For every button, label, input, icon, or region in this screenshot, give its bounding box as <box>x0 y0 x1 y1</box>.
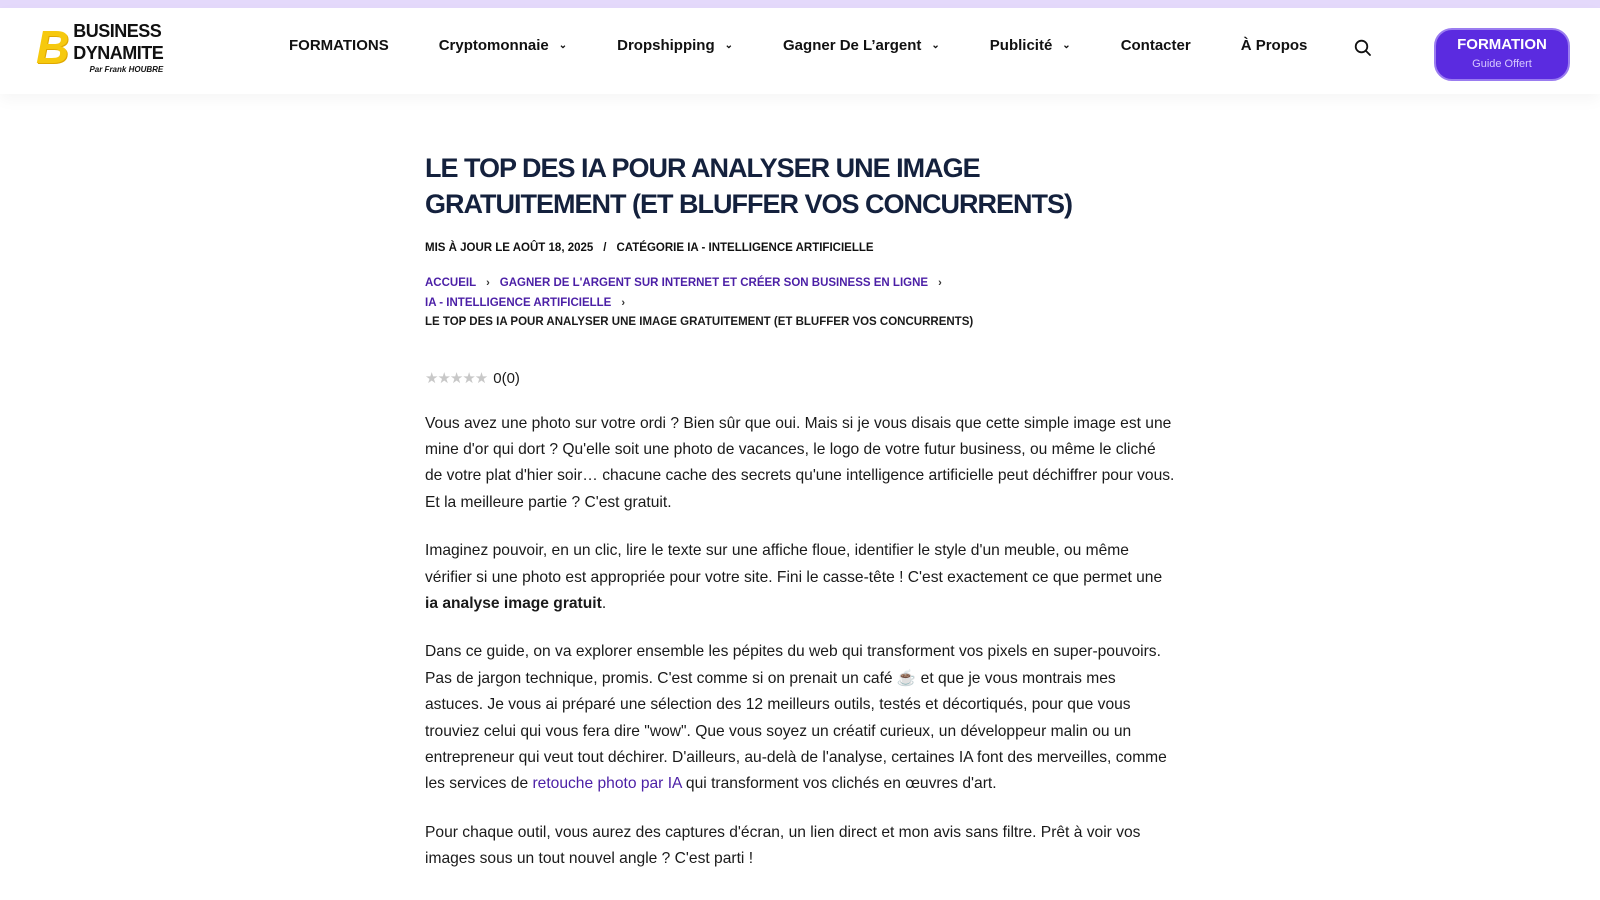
logo-line-2: DYNAMITE <box>73 43 164 63</box>
retouche-photo-link[interactable]: retouche photo par IA <box>532 775 682 793</box>
chevron-right-icon: › <box>938 277 942 289</box>
nav-label: À Propos <box>1240 37 1308 54</box>
page-title: LE TOP DES IA POUR ANALYSER UNE IMAGE GRATUITEMENT (ET BLUFFER VOS CONCURRENTS) <box>425 153 1072 219</box>
nav-contacter[interactable] <box>1121 37 1191 54</box>
breadcrumb-gagner-argent[interactable]: GAGNER DE L'ARGENT SUR INTERNET ET CRÉER SON BUSINESS EN LIGNE <box>499 277 929 289</box>
logo-byline: Par Frank HOUBRE <box>89 65 164 74</box>
chevron-down-icon: ⌄ <box>724 40 734 51</box>
nav-label: Dropshipping <box>617 37 715 54</box>
nav-a-propos[interactable] <box>1241 37 1308 54</box>
updated-date: MIS À JOUR LE AOÛT 18, 2025 <box>425 242 594 254</box>
cta-subtitle: Guide Offert <box>1472 58 1532 70</box>
main-nav <box>289 37 1307 54</box>
cta-title: FORMATION <box>1457 36 1547 53</box>
article <box>425 150 1175 873</box>
chevron-right-icon: › <box>486 277 490 289</box>
site-logo[interactable] <box>36 20 163 75</box>
text: qui transforment vos clichés en œuvres d'art. <box>681 775 997 793</box>
star-rating[interactable] <box>425 369 1175 389</box>
nav-label: Contacter <box>1120 37 1191 54</box>
nav-dropshipping[interactable] <box>617 37 733 54</box>
search-icon[interactable] <box>1354 39 1372 57</box>
formation-cta-button[interactable] <box>1434 28 1570 81</box>
breadcrumb-accueil[interactable]: ACCUEIL <box>425 277 477 289</box>
nav-label: Gagner De L’argent <box>783 37 922 54</box>
chevron-down-icon: ⌄ <box>931 40 940 51</box>
site-header <box>0 8 1600 94</box>
breadcrumb-ia[interactable]: IA - INTELLIGENCE ARTIFICIELLE <box>425 296 612 309</box>
nav-cryptomonnaie[interactable] <box>439 37 567 54</box>
nav-gagner-argent[interactable] <box>783 37 940 54</box>
bold-keyword: ia analyse image gratuit <box>425 594 602 612</box>
paragraph-4: Pour chaque outil, vous aurez des captures d'écran, un lien direct et mon avis sans filtre. Prêt à voir vos images sous un tout nouvel angle ? C'est parti ! <box>425 823 1141 868</box>
meta-separator: / <box>603 242 607 254</box>
rating-count: 0(0) <box>493 369 520 387</box>
nav-formations[interactable] <box>289 37 389 54</box>
nav-publicite[interactable] <box>990 37 1071 54</box>
text: . <box>601 594 607 612</box>
text: Dans ce guide, on va explorer ensemble les pépites du web qui transforment vos pixels en super-pouvoirs. Pas de jargon technique, promis. C'est comme si on prenait un café ☕ et que je vous montrais mes astuces. Je vous ai préparé une sélection des 12 meilleurs outils, testés et décortiqués, pour que vous trouviez celui qui vous fera dire "wow". Que vous soyez un créatif curieux, un développeur malin ou un entrepreneur qui veut tout déchirer. D'ailleurs, au-delà de l'analyse, certaines IA font des merveilles, comme les services de <box>425 643 1167 793</box>
paragraph-3 <box>425 639 1175 797</box>
top-accent-bar <box>0 0 1600 8</box>
nav-label: FORMATIONS <box>289 37 389 54</box>
logo-line-1: BUSINESS <box>73 21 162 41</box>
nav-label: Publicité <box>989 37 1053 54</box>
chevron-right-icon: › <box>621 296 626 309</box>
nav-label: Cryptomonnaie <box>438 37 549 54</box>
text: Imaginez pouvoir, en un clic, lire le texte sur une affiche floue, identifier le style d'un meuble, ou même vérifier si une photo est appropriée pour votre site. Fini le casse-tête ! C'est exactement ce que permet une <box>425 542 1163 586</box>
article-meta-row <box>425 240 1175 256</box>
chevron-down-icon: ⌄ <box>558 40 568 51</box>
paragraph-2 <box>425 538 1175 617</box>
logo-mark: B <box>36 21 70 73</box>
stars-icon[interactable]: ★★★★★ <box>425 369 488 387</box>
paragraph-intro: Vous avez une photo sur votre ordi ? Bien sûr que oui. Mais si je vous disais que cette simple image est une mine d'or qui dort ? Qu'elle soit une photo de vacances, le logo de votre futur business, ou même le cliché de votre plat d'hier soir… chacune cache des secrets qu'une intelligence artificielle peut déchiffrer pour vous. Et la meilleure partie ? C'est gratuit. <box>425 414 1175 511</box>
breadcrumb-current: LE TOP DES IA POUR ANALYSER UNE IMAGE GRATUITEMENT (ET BLUFFER VOS CONCURRENTS) <box>425 316 974 328</box>
chevron-down-icon: ⌄ <box>1062 40 1071 51</box>
category-link[interactable]: CATÉGORIE IA - INTELLIGENCE ARTIFICIELLE <box>616 242 874 254</box>
breadcrumb <box>425 274 1175 333</box>
